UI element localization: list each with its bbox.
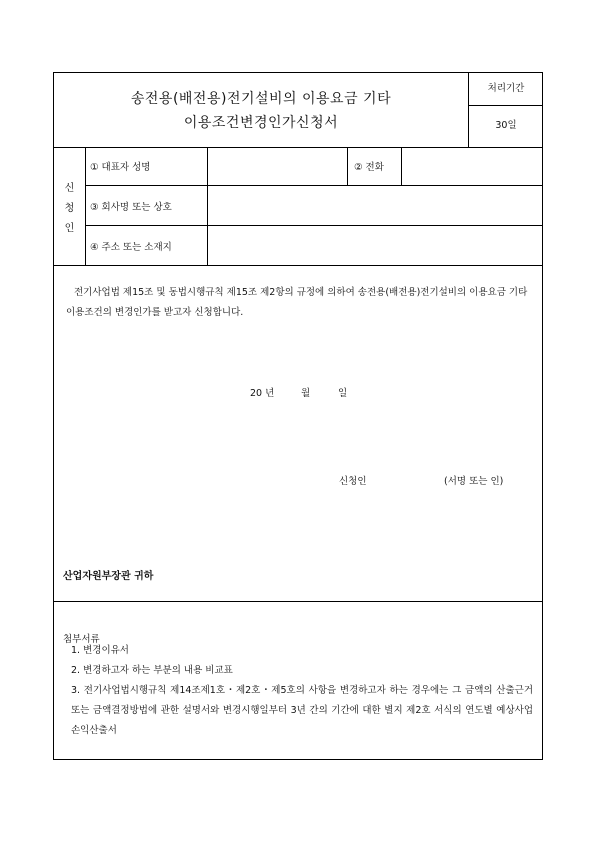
applicant-section [54, 147, 542, 266]
form-title-line2: 이용조건변경인가신청서 [183, 115, 339, 131]
form-title-line1: 송전용(배전용)전기설비의 이용요금 기타 [130, 91, 392, 107]
attachment-item-2: 2. 변경하고자 하는 부분의 내용 비교표 [71, 665, 233, 676]
address-label: ④ 주소 또는 소재지 [90, 241, 172, 253]
processing-period-value: 30일 [495, 120, 517, 131]
phone-label: ② 전화 [347, 147, 401, 185]
rep-name-label: ① 대표자 성명 [90, 162, 151, 173]
application-statement: 전기사업법 제15조 및 동법시행규칙 제15조 제2항의 규정에 의하여 송전용(배전용)전기설비의 이용요금 기타 이용조건의 변경인가를 받고자 신청합니다. [66, 287, 528, 318]
date-month: 월 [301, 388, 311, 399]
attachments-section [54, 601, 542, 759]
recipient: 산업자원부장관 귀하 [63, 571, 154, 582]
title-section [54, 73, 542, 148]
rep-name-field[interactable] [207, 147, 347, 185]
company-label: ③ 회사명 또는 상호 [90, 201, 172, 213]
signer-label: 신청인 [339, 476, 367, 487]
application-body [54, 265, 542, 602]
attachment-item-3: 3. 전기사업법시행규칙 제14조제1호・제2호・제5호의 사항을 변경하고자 하는 경우에는 그 금액의 산출근거 또는 금액결정방법에 관한 설명서와 변경시행일부터 3년 간의 기간에 대한 별지 제2호 서식의 연도별 예상사업손익산출서 [71, 685, 533, 736]
applicant-side-label [54, 147, 86, 265]
phone-field[interactable] [401, 147, 542, 185]
date-day: 일 [338, 388, 348, 399]
attachment-item-1: 1. 변경이유서 [71, 645, 129, 656]
form-title [54, 87, 468, 135]
applicant-side-char-2: 청 [64, 203, 75, 214]
company-field[interactable] [207, 186, 542, 225]
processing-period-box [468, 73, 543, 147]
processing-period-label: 처리기간 [469, 73, 543, 106]
rep-name-row [85, 147, 542, 186]
address-row [85, 226, 542, 265]
applicant-side-char-1: 신 [64, 183, 75, 194]
attachments-title: 첨부서류 [63, 634, 100, 645]
company-row [85, 186, 542, 226]
application-form [53, 72, 543, 760]
address-field[interactable] [207, 226, 542, 265]
signature-note: (서명 또는 인) [444, 476, 504, 487]
date-year: 20 년 [250, 388, 275, 399]
applicant-side-char-3: 인 [64, 223, 75, 234]
